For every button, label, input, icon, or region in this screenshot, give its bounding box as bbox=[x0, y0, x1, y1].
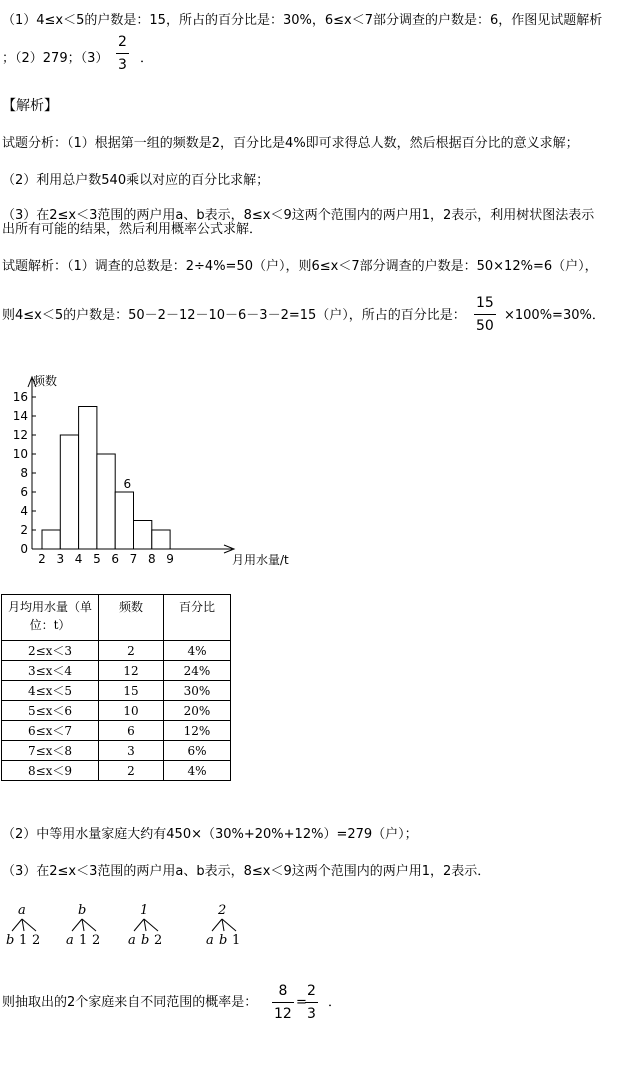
table-row bbox=[2, 681, 231, 701]
answer-fraction-numerator: 2 bbox=[118, 34, 127, 50]
y-tick-label: 8 bbox=[20, 466, 28, 480]
y-tick-label: 12 bbox=[12, 428, 28, 442]
x-tick-label: 3 bbox=[56, 552, 65, 566]
table-cell-frequency: 2 bbox=[99, 641, 164, 661]
tree-root: a bbox=[18, 903, 26, 918]
conclusion-fraction-1-numerator: 8 bbox=[278, 983, 288, 999]
x-tick-label: 7 bbox=[129, 552, 138, 566]
water-usage-histogram bbox=[0, 365, 320, 580]
analysis-p1: 试题分析：（1）根据第一组的频数是2，百分比是4%即可求得总人数，然后根据百分比的意义求解； bbox=[2, 136, 579, 151]
x-tick-label: 2 bbox=[38, 552, 46, 566]
conclusion-fraction-2-numerator: 2 bbox=[307, 983, 316, 999]
tree-leaf: 1 bbox=[232, 933, 241, 948]
tree-2 bbox=[66, 903, 110, 953]
frequency-table bbox=[1, 594, 231, 781]
answer-line-1: （1）4≤x＜5的户数是：15，所占的百分比是：30%，6≤x＜7部分调查的户数是：6，作图见试题解析 bbox=[2, 13, 603, 28]
part3-text: （3）在2≤x＜3范围的两户用a、b表示，8≤x＜9这两个范围内的两户用1，2表示． bbox=[2, 864, 491, 879]
table-cell-frequency: 12 bbox=[99, 661, 164, 681]
table-cell-frequency: 3 bbox=[99, 741, 164, 761]
analysis-p4: 试题解析：（1）调查的总数是：2÷4%=50（户），则6≤x＜7部分调查的户数是：50×12%=6（户）， bbox=[2, 259, 598, 274]
tree-leaf: b bbox=[141, 933, 150, 948]
histogram-bar bbox=[134, 521, 152, 550]
y-tick-label: 16 bbox=[12, 390, 28, 404]
table-row bbox=[2, 721, 231, 741]
table-header-usage bbox=[2, 595, 99, 641]
tree-branch bbox=[12, 919, 22, 931]
conclusion-suffix: ． bbox=[328, 995, 342, 1010]
table-header-percent: 百分比 bbox=[164, 595, 231, 641]
tree-leaf: 2 bbox=[32, 933, 41, 948]
x-tick-label: 5 bbox=[93, 552, 101, 566]
conclusion-prefix: 则抽取出的2个家庭来自不同范围的概率是： bbox=[2, 995, 258, 1010]
analysis-p2: （2）利用总户数540乘以对应的百分比求解； bbox=[2, 173, 270, 188]
histogram-x-ticks bbox=[38, 552, 174, 566]
analysis-p3b: 出所有可能的结果，然后利用概率公式求解． bbox=[2, 222, 263, 237]
y-tick-label: 14 bbox=[12, 409, 28, 423]
analysis-p5-suffix: ×100%=30%． bbox=[504, 308, 605, 323]
table-cell-frequency: 6 bbox=[99, 721, 164, 741]
table-header-usage-line1: 月均用水量（单 bbox=[7, 600, 92, 614]
tree-root: 2 bbox=[218, 903, 227, 918]
tree-leaf: b bbox=[6, 933, 15, 948]
histogram-bar-annotation: 6 bbox=[123, 477, 132, 491]
tree-branch bbox=[72, 919, 82, 931]
tree-leaf: 2 bbox=[92, 933, 101, 948]
x-tick-label: 9 bbox=[166, 552, 174, 566]
table-cell-percent: 24% bbox=[164, 661, 231, 681]
y-tick-label: 6 bbox=[20, 485, 28, 499]
y-tick-label: 4 bbox=[20, 504, 28, 518]
table-cell-percent: 20% bbox=[164, 701, 231, 721]
table-row bbox=[2, 761, 231, 781]
table-cell-percent: 30% bbox=[164, 681, 231, 701]
tree-leaf: 2 bbox=[154, 933, 163, 948]
conclusion-fraction-1 bbox=[272, 982, 294, 1023]
table-cell-percent: 4% bbox=[164, 761, 231, 781]
x-tick-label: 4 bbox=[74, 552, 83, 566]
tree-leaf: a bbox=[206, 933, 214, 948]
tree-1 bbox=[6, 903, 50, 953]
table-cell-range: 3≤x＜4 bbox=[2, 661, 99, 681]
histogram-y-label: 频数 bbox=[33, 374, 58, 388]
y-tick-label: 10 bbox=[12, 447, 28, 461]
answer-fraction bbox=[116, 33, 129, 74]
tree-root: b bbox=[78, 903, 87, 918]
histogram-bars bbox=[42, 407, 170, 550]
table-cell-range: 8≤x＜9 bbox=[2, 761, 99, 781]
table-cell-percent: 4% bbox=[164, 641, 231, 661]
table-row bbox=[2, 741, 231, 761]
table-cell-range: 4≤x＜5 bbox=[2, 681, 99, 701]
table-cell-range: 6≤x＜7 bbox=[2, 721, 99, 741]
table-cell-frequency: 15 bbox=[99, 681, 164, 701]
conclusion-fraction-2-denominator: 3 bbox=[307, 1006, 316, 1022]
tree-4 bbox=[206, 903, 250, 953]
conclusion-fraction-1-denominator: 12 bbox=[274, 1006, 292, 1022]
answer-line-2-suffix: ． bbox=[140, 51, 154, 66]
table-row bbox=[2, 701, 231, 721]
table-cell-range: 2≤x＜3 bbox=[2, 641, 99, 661]
histogram-x-label: 月用水量/t bbox=[232, 553, 289, 567]
table-cell-range: 7≤x＜8 bbox=[2, 741, 99, 761]
x-tick-label: 6 bbox=[111, 552, 120, 566]
tree-leaf: 1 bbox=[79, 933, 88, 948]
histogram-bar bbox=[152, 530, 170, 549]
histogram-y-ticks bbox=[13, 390, 36, 556]
answer-fraction-denominator: 3 bbox=[118, 57, 127, 73]
percent-fraction bbox=[474, 294, 496, 335]
table-header-usage-line2: 位：t） bbox=[29, 618, 71, 632]
tree-leaf: a bbox=[128, 933, 136, 948]
table-cell-frequency: 10 bbox=[99, 701, 164, 721]
tree-leaf: b bbox=[219, 933, 228, 948]
conclusion-fraction-2 bbox=[305, 982, 318, 1023]
percent-fraction-numerator: 15 bbox=[476, 295, 494, 311]
table-cell-range: 5≤x＜6 bbox=[2, 701, 99, 721]
percent-fraction-denominator: 50 bbox=[476, 318, 494, 334]
histogram-bar bbox=[97, 454, 115, 549]
tree-leaf: 1 bbox=[19, 933, 28, 948]
table-header-frequency: 频数 bbox=[99, 595, 164, 641]
conclusion-equals: = bbox=[296, 995, 307, 1010]
histogram-bar bbox=[60, 435, 78, 549]
x-tick-label: 8 bbox=[147, 552, 156, 566]
histogram-bar bbox=[79, 407, 97, 550]
table-cell-percent: 12% bbox=[164, 721, 231, 741]
tree-leaf: a bbox=[66, 933, 74, 948]
part2-text: （2）中等用水量家庭大约有450×（30%+20%+12%）=279（户）； bbox=[2, 827, 418, 842]
y-tick-label: 2 bbox=[20, 523, 28, 537]
table-header-row bbox=[2, 595, 231, 641]
histogram-bar bbox=[42, 530, 60, 549]
tree-3 bbox=[128, 903, 172, 953]
table-row bbox=[2, 661, 231, 681]
table-row bbox=[2, 641, 231, 661]
analysis-p3a: （3）在2≤x＜3范围的两户用a、b表示，8≤x＜9这两个范围内的两户用1，2表示，利用树状图法表示 bbox=[2, 208, 595, 223]
tree-branch bbox=[212, 919, 222, 931]
tree-root: 1 bbox=[140, 903, 149, 918]
answer-line-2-prefix: ；（2）279；（3） bbox=[2, 51, 109, 66]
y-tick-label: 0 bbox=[20, 542, 28, 556]
tree-branch bbox=[134, 919, 144, 931]
analysis-p5-prefix: 则4≤x＜5的户数是：50－2－12－10－6－3－2=15（户），所占的百分比是： bbox=[2, 308, 466, 323]
histogram-bar bbox=[115, 492, 133, 549]
analysis-heading: 【解析】 bbox=[2, 98, 58, 114]
table-cell-percent: 6% bbox=[164, 741, 231, 761]
table-cell-frequency: 2 bbox=[99, 761, 164, 781]
